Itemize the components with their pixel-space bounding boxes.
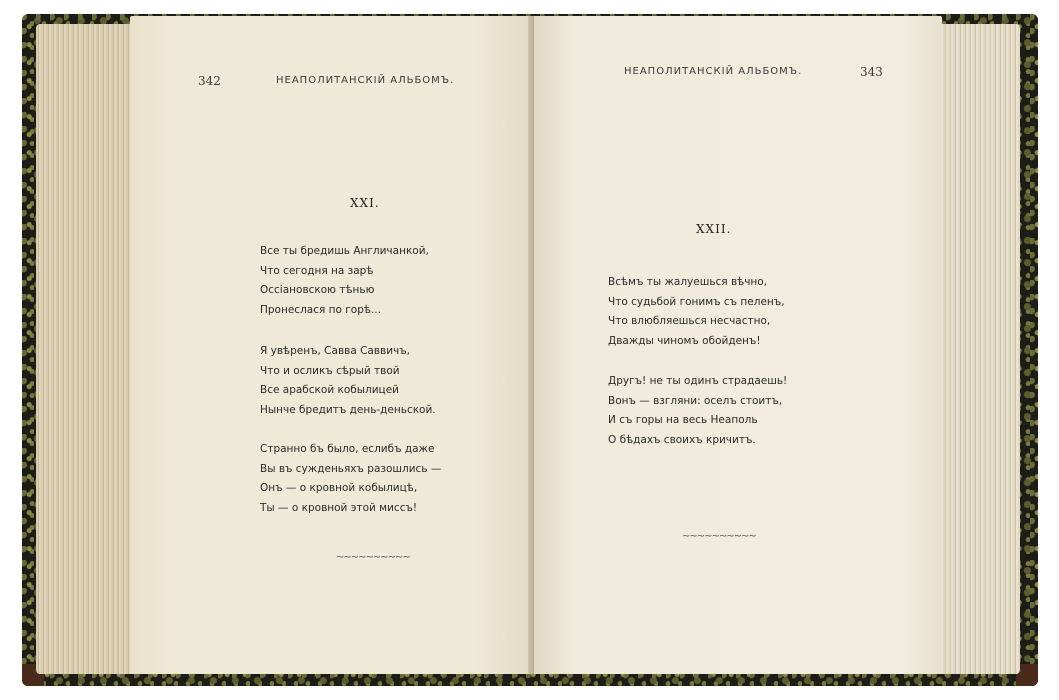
poem-number-left: XXI. [350, 196, 380, 210]
stanza [608, 273, 785, 351]
verse-line: Онъ — о кровной кобылицѣ, [260, 482, 418, 494]
stanza [260, 440, 441, 518]
verse-line: Другъ! не ты одинъ страдаешь! [608, 375, 788, 387]
verse-line: Странно бъ было, еслибъ даже [260, 443, 435, 455]
verse-line: Все арабской кобылицей [260, 384, 399, 396]
page-number-left: 342 [198, 74, 221, 88]
verse-line: Что сегодня на зарѣ [260, 264, 374, 277]
verse-line: Что влюбляешься несчастно, [608, 315, 771, 327]
verse-line: Всѣмъ ты жалуешься вѣчно, [608, 276, 768, 288]
verse-line: О бѣдахъ своихъ кричитъ. [608, 433, 756, 446]
stanza [260, 242, 429, 320]
verse-line: Ты — о кровной этой миссъ! [260, 501, 418, 514]
stanza [608, 372, 787, 450]
left-page [130, 16, 532, 674]
poem-number-right: XXII. [696, 222, 732, 236]
verse-line: Я увѣренъ, Савва Саввичъ, [260, 345, 411, 357]
running-head-right: НЕАПОЛИТАНСКІЙ АЛЬБОМЪ. [624, 66, 803, 77]
verse-line: И съ горы на весь Неаполь [608, 414, 758, 426]
verse-line: Что судьбой гонимъ съ пеленъ, [608, 295, 785, 308]
ornament-divider: ~~~~~~~~~~ [336, 552, 410, 563]
page-edges-left [36, 24, 136, 674]
page-number-right: 343 [860, 65, 883, 79]
verse-line: Нынче бредитъ день-деньской. [260, 403, 436, 416]
stanza [260, 342, 436, 420]
verse-line: Пронеслася по горѣ... [260, 303, 381, 316]
right-page [534, 16, 942, 674]
verse-line: Оссіановскою тѣнью [260, 284, 375, 296]
verse-line: Дважды чиномъ обойденъ! [608, 334, 761, 347]
ornament-divider: ~~~~~~~~~~ [682, 531, 756, 542]
verse-line: Вонъ — взгляни: оселъ стоитъ, [608, 394, 783, 407]
verse-line: Вы въ сужденьяхъ разошлись — [260, 462, 442, 475]
verse-line: Все ты бредишь Англичанкой, [260, 245, 429, 257]
page-edges-right [938, 24, 1020, 674]
running-head-left: НЕАПОЛИТАНСКІЙ АЛЬБОМЪ. [276, 75, 455, 86]
verse-line: Что и осликъ сѣрый твой [260, 364, 400, 377]
